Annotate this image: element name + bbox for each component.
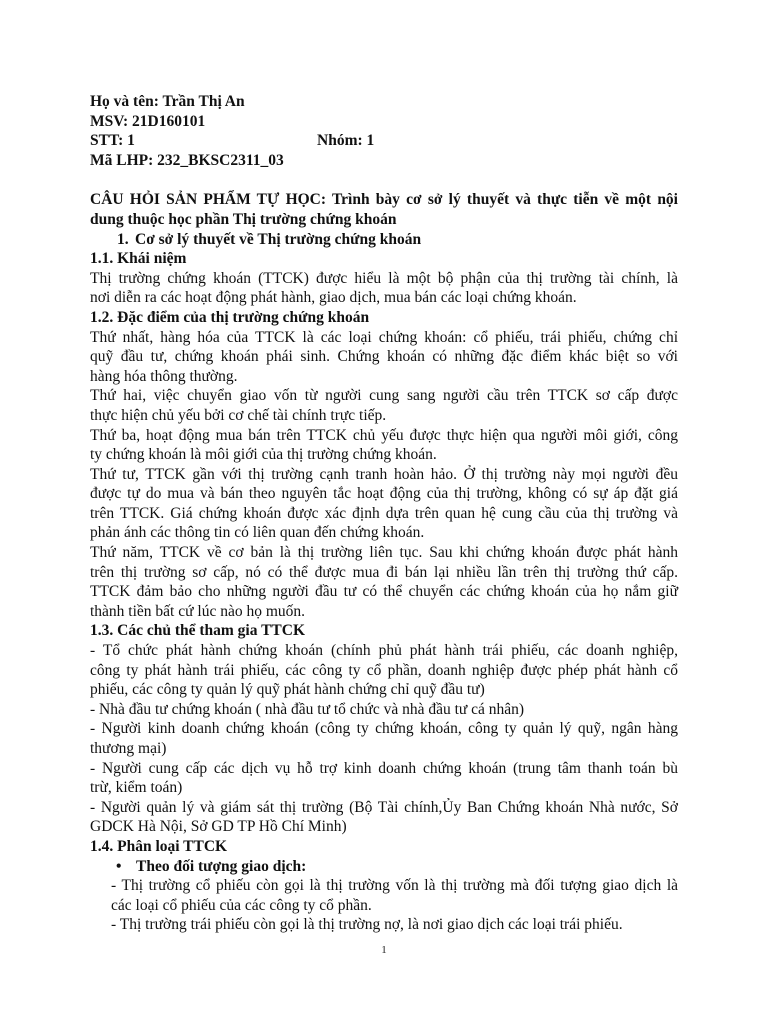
- text-line: ty chứng khoán là môi giới của thị trường chứng khoán.: [90, 446, 437, 464]
- bullet-icon: •: [116, 857, 122, 875]
- paragraph: [90, 465, 678, 543]
- section-number: 1.: [117, 230, 129, 248]
- text-line: Thị trường chứng khoán (TTCK) được hiểu là một bộ phận của thị trường tài chính, là: [90, 269, 678, 287]
- text-line: công ty phát hành trái phiếu, các công ty cổ phần, doanh nghiệp được phép phát hành cổ: [90, 661, 678, 679]
- text-line: - Nhà đầu tư chứng khoán ( nhà đầu tư tổ chức và nhà đầu tư cá nhân): [90, 700, 525, 718]
- student-id: MSV: 21D160101: [90, 112, 206, 130]
- text-line: được tự do mua và bán theo nguyên tắc hoạt động của thị trường, không có sự áp đặt giá: [90, 485, 678, 503]
- list-item: [90, 641, 678, 700]
- text-line: - Người kinh doanh chứng khoán (công ty chứng khoán, công ty quản lý quỹ, ngân hàng: [90, 720, 678, 738]
- document-page: [90, 92, 678, 935]
- list-item: [90, 798, 678, 837]
- paragraph: [90, 543, 678, 621]
- text-line: thành tiền bất cứ lúc nào họ muốn.: [90, 602, 306, 620]
- spacer: [90, 170, 678, 190]
- text-line: trên TTCK. Giá chứng khoán được xác định dựa trên quan hệ cung cầu của thị trường và: [90, 504, 678, 522]
- text-line: trừ, kiểm toán): [90, 779, 183, 797]
- text-line: - Thị trường trái phiếu còn gọi là thị trường nợ, là nơi giao dịch các loại trái phiếu.: [111, 916, 623, 934]
- text-line: Thứ nhất, hàng hóa của TTCK là các loại chứng khoán: cổ phiếu, trái phiếu, chứng chỉ: [90, 328, 678, 346]
- text-line: thực hiện chủ yếu bởi cơ chế tài chính trực tiếp.: [90, 406, 387, 424]
- text-line: phiếu, các công ty quản lý quỹ phát hành chứng chỉ quỹ đầu tư): [90, 681, 485, 699]
- text-line: Thứ năm, TTCK về cơ bản là thị trường liên tục. Sau khi chứng khoán được phát hành: [90, 544, 678, 562]
- text-line: thương mại): [90, 740, 167, 757]
- list-item: [90, 759, 678, 798]
- stt-group-row: [90, 131, 678, 151]
- student-info: [90, 92, 678, 170]
- text-line: phản ánh các thông tin có liên quan đến chứng khoán.: [90, 524, 425, 542]
- subsection-heading: 1.4. Phân loại TTCK: [90, 837, 228, 855]
- student-name: Họ và tên: Trần Thị An: [90, 93, 245, 110]
- bullet-title: Theo đối tượng giao dịch:: [136, 857, 307, 875]
- paragraph: [90, 426, 678, 465]
- text-line: - Thị trường cổ phiếu còn gọi là thị trường vốn là thị trường mà đối tượng giao dịch là: [111, 877, 678, 895]
- list-item: [90, 915, 678, 935]
- text-line: quỹ đầu tư, chứng khoán phái sinh. Chứng khoán có những đặc điểm khác biệt so với: [90, 348, 678, 366]
- question-title: [90, 190, 678, 229]
- paragraph: [90, 328, 678, 387]
- page-number: 1: [381, 944, 387, 956]
- text-line: - Tổ chức phát hành chứng khoán (chính phủ phát hành trái phiếu, các doanh nghiệp,: [90, 642, 678, 660]
- group-number: Nhóm: 1: [317, 132, 375, 150]
- list-item: [90, 719, 678, 758]
- text-line: - Người quản lý và giám sát thị trường (Bộ Tài chính,Ủy Ban Chứng khoán Nhà nước, Sở: [90, 798, 678, 816]
- text-line: TTCK đảm bảo cho những người đầu tư có thể chuyển các chứng khoán của họ nắm giữ: [90, 583, 678, 601]
- stt-number: STT: 1: [90, 132, 135, 150]
- question-line: CÂU HỎI SẢN PHẨM TỰ HỌC: Trình bày cơ sở lý thuyết và thực tiễn về một nội: [90, 191, 678, 209]
- paragraph: [90, 269, 678, 308]
- subsection-heading: 1.1. Khái niệm: [90, 250, 187, 268]
- text-line: nơi diễn ra các hoạt động phát hành, giao dịch, mua bán các loại chứng khoán.: [90, 289, 577, 307]
- section-title: Cơ sở lý thuyết về Thị trường chứng khoán: [135, 230, 422, 248]
- bullet-heading: [90, 857, 678, 877]
- text-line: các loại cổ phiếu của các công ty cổ phần.: [111, 896, 372, 914]
- text-line: - Người cung cấp các dịch vụ hỗ trợ kinh doanh chứng khoán (trung tâm thanh toán bù: [90, 759, 678, 777]
- text-line: hàng hóa thông thường.: [90, 367, 238, 385]
- subsection-heading: 1.3. Các chủ thể tham gia TTCK: [90, 622, 306, 640]
- text-line: Thứ ba, hoạt động mua bán trên TTCK chủ yếu được thực hiện qua người môi giới, công: [90, 426, 678, 444]
- text-line: Thứ hai, việc chuyển giao vốn từ người cung sang người cầu trên TTCK sơ cấp được: [90, 387, 678, 405]
- text-line: Thứ tư, TTCK gần với thị trường cạnh tranh hoàn hảo. Ở thị trường này mọi người đều: [90, 465, 678, 483]
- course-code: Mã LHP: 232_BKSC2311_03: [90, 151, 284, 169]
- list-item: [90, 700, 678, 720]
- question-line: dung thuộc học phần Thị trường chứng khoán: [90, 210, 397, 228]
- list-item: [90, 876, 678, 915]
- subsection-heading: 1.2. Đặc điểm của thị trường chứng khoán: [90, 308, 370, 326]
- paragraph: [90, 386, 678, 425]
- text-line: trên thị trường sơ cấp, nó có thể được mua đi bán lại nhiều lần trên thị trường thứ cấp.: [90, 563, 678, 581]
- section-heading-1: [90, 230, 678, 250]
- text-line: GDCK Hà Nội, Sở GD TP Hồ Chí Minh): [90, 818, 347, 836]
